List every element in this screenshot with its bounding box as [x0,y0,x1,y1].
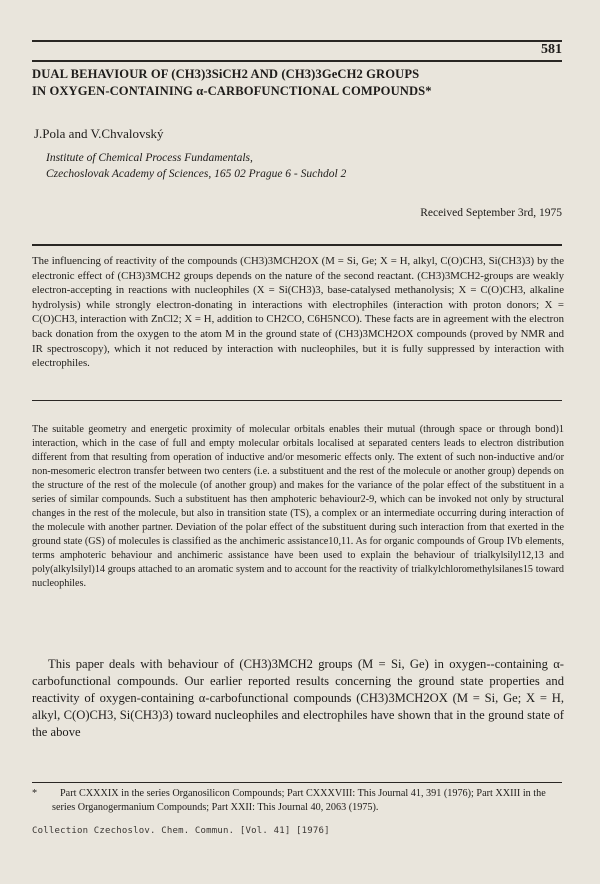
top-rule [32,40,562,42]
body-paragraph: The suitable geometry and energetic proximity of molecular orbitals enables their mutual (through space or through bond)1 interaction, which in the case of full and empty molecular orbitals localised at separated centers leads to electron distribution different from that resulting from operation of inductive and/or mesomeric effects only. The extent of such non-inductive and/or non-mesomeric electron transfer between two centers (i.e. a substituent and the rest of the molecule or another group) depends on the structure of the rest of the molecule (of another group) and makes for the variance of the polar effect of the substituent in a series of similar compounds. Such a substituent has then amphoteric behaviour2-9, which can be invoked not only by structural changes in the rest of the molecule, but also in transition state (TS), a complex or an intermediate occurring during interaction of the molecule with another partner. Deviation of the polar effect of the substituent during such interaction from that exerted in the ground state (GS) of molecules is classified as the anchimeric assistance10,11. As for organic compounds of Group IVb elements, terms amphoteric behaviour and anchimeric assistance have been used to explain the behaviour of trialkylsilyl12,13 and poly(alkylsilyl)14 groups attached to an aromatic system and to account for the reactivity of trialkylchloromethylsilanes15 toward nucleophiles. [32,424,564,589]
footnote-rule [32,782,562,783]
authors: J.Pola and V.Chvalovský [34,126,164,141]
footnote-text: Part CXXXIX in the series Organosilicon Compounds; Part CXXXVIII: This Journal 41, 391 (1976); Part XXIII in the series Organogermanium Compounds; Part XXII: This Journal 40, 2063 (1975). [52,788,546,813]
affiliation-line-1: Institute of Chemical Process Fundamentals, [46,152,253,164]
abstract-bottom-rule [32,400,562,401]
abstract: The influencing of reactivity of the compounds (CH3)3MCH2OX (M = Si, Ge; X = H, alkyl, C(O)CH3, Si(CH3)3) by the electronic effect of (CH3)3MCH2 groups depends on the nature of the second reactant. (CH3)3MCH2-groups are weakly electron-accepting in reactions with nucleophiles (X = Si(CH3)3, base-catalysed methanolysis; X = C(O)CH3, alkaline hydrolysis) while strongly electron-donating in interactions with electrophiles (interaction with proton donors; X = C(O)CH3, interaction with ZnCl2; X = H, addition to CH2CO, C6H5NCO). These facts are in agreement with the electron back donation from the oxygen to the atom M in the ground state of (CH3)3MCH2OX compounds (proved by NMR and IR spectroscopy), which it not reduced by interaction with nucleophiles, but it is fully suppressed by interaction with electrophiles. [32,255,564,370]
footnote [32,787,564,815]
title-line-2: IN OXYGEN-CONTAINING α-CARBOFUNCTIONAL COMPOUNDS* [32,84,432,98]
journal-footer: Collection Czechoslov. Chem. Commun. [Vol. 41] [1976] [32,826,330,836]
received-date: Received September 3rd, 1975 [420,207,562,219]
affiliation [46,150,346,182]
abstract-top-rule [32,244,562,246]
header-rule [32,60,562,62]
page-number: 581 [541,42,562,57]
intro-paragraph: This paper deals with behaviour of (CH3)3MCH2 groups (M = Si, Ge) in oxygen--containing α-carbofunctional compounds. Our earlier reported results concerning the ground state properties and reactivity of oxygen-containing α-carbofunctional compounds (CH3)3MCH2OX (M = Si, Ge; X = H, alkyl, C(O)CH3, Si(CH3)3) toward nucleophiles and electrophiles have shown that in the ground state of the above [32,657,564,739]
affiliation-line-2: Czechoslovak Academy of Sciences, 165 02 Prague 6 - Suchdol 2 [46,168,347,180]
footnote-mark: * [32,788,38,799]
article-title [32,66,572,100]
title-line-1: DUAL BEHAVIOUR OF (CH3)3SiCH2 AND (CH3)3GeCH2 GROUPS [32,67,420,81]
